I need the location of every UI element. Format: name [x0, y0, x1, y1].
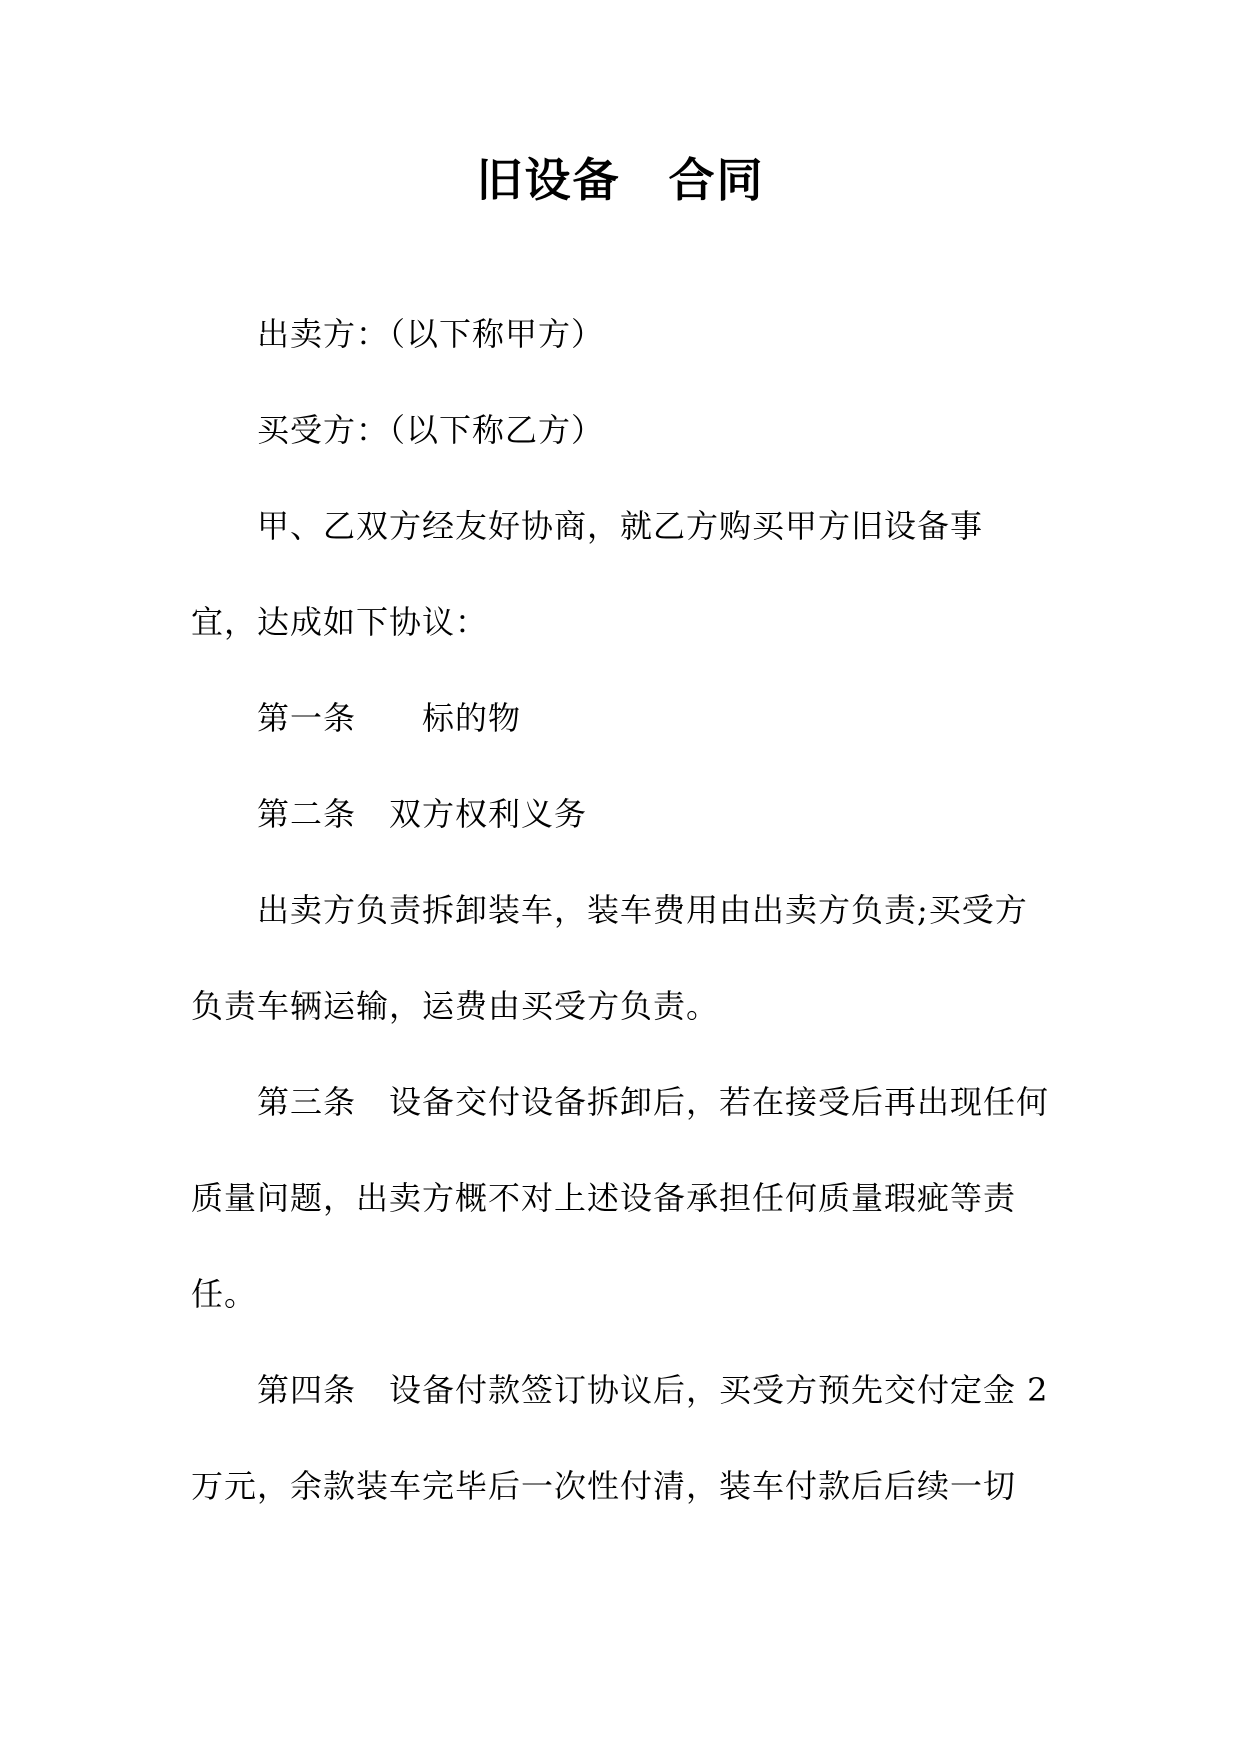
preamble-line-1: 甲、乙双方经友好协商，就乙方购买甲方旧设备事 — [257, 507, 984, 545]
article-2-heading: 第二条 双方权利义务 — [257, 795, 588, 833]
buyer-line: 买受方：（以下称乙方） — [257, 411, 605, 449]
article-4-line-1: 第四条 设备付款签订协议后，买受方预先交付定金 2 — [257, 1371, 1049, 1409]
article-1-heading: 第一条 标的物 — [257, 699, 522, 737]
article-2-line-2: 负责车辆运输，运费由买受方负责。 — [191, 987, 720, 1025]
article-3-line-1: 第三条 设备交付设备拆卸后，若在接受后再出现任何 — [257, 1083, 1050, 1121]
seller-line: 出卖方：（以下称甲方） — [257, 315, 605, 353]
article-2-line-1: 出卖方负责拆卸装车，装车费用由出卖方负责;买受方 — [257, 891, 1028, 929]
article-3-line-3: 任。 — [191, 1275, 258, 1313]
preamble-line-2: 宜，达成如下协议： — [191, 603, 489, 641]
article-3-line-2: 质量问题，出卖方概不对上述设备承担任何质量瑕疵等责 — [191, 1179, 1017, 1217]
article-4-line-2: 万元，余款装车完毕后一次性付清，装车付款后后续一切 — [191, 1467, 1017, 1505]
document-title: 旧设备 合同 — [476, 153, 765, 207]
